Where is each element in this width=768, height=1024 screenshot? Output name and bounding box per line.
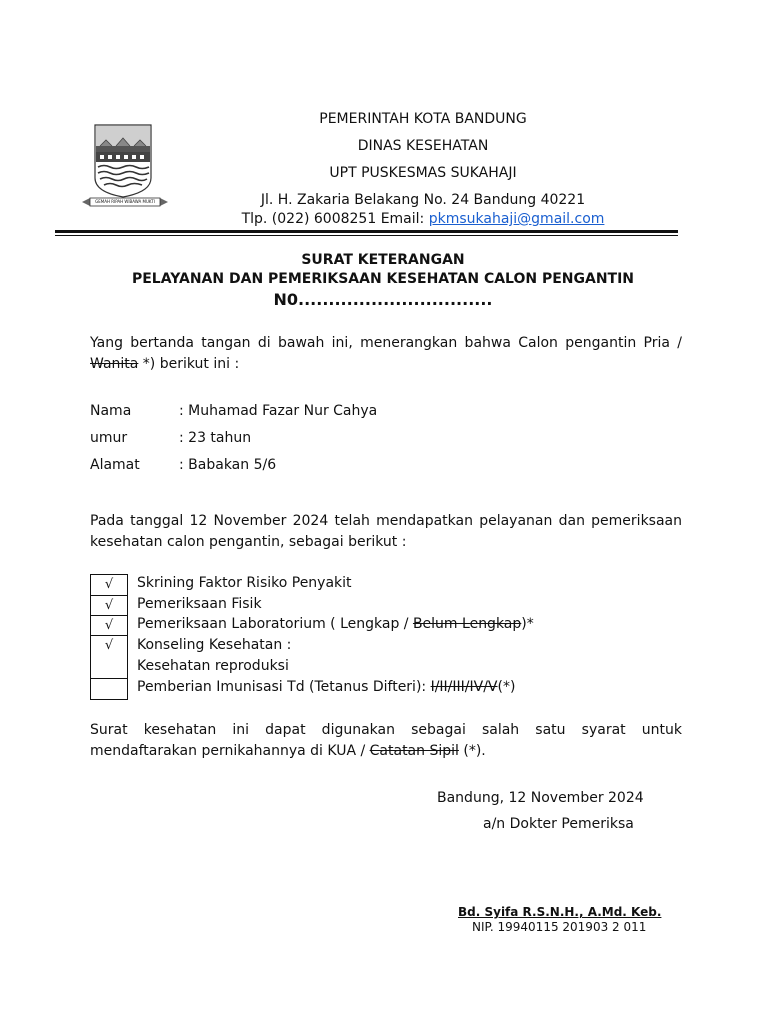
checkbox-counseling[interactable]: √ (90, 635, 128, 679)
closing-text: Surat kesehatan ini dapat digunakan sebagai salah satu syarat untuk mendaftarakan pernikahannya di KUA / (90, 722, 682, 759)
closing-struck: Catatan Sipil (369, 743, 459, 759)
item-immunization-end: (*) (497, 679, 516, 695)
service-paragraph: Pada tanggal 12 November 2024 telah mendapatkan pelayanan dan pemeriksaan kesehatan calon pengantin, sebagai berikut : (90, 513, 682, 550)
closing-paragraph (90, 720, 682, 762)
checkbox-physical[interactable]: √ (90, 595, 128, 616)
checkbox-lab[interactable]: √ (90, 615, 128, 636)
intro-text: Yang bertanda tangan di bawah ini, menerangkan bahwa Calon pengantin Pria / (90, 335, 682, 351)
header-rule-thick (55, 230, 678, 233)
document-title: SURAT KETERANGAN (301, 252, 465, 268)
item-lab-text: Pemeriksaan Laboratorium ( Lengkap / (137, 616, 413, 632)
header-address: Jl. H. Zakaria Belakang No. 24 Bandung 40221 (260, 192, 586, 208)
item-immunization (137, 679, 515, 695)
item-counseling: Konseling Kesehatan : (137, 637, 292, 653)
signatory-nip: NIP. 19940115 201903 2 011 (472, 920, 647, 934)
item-screening: Skrining Faktor Risiko Penyakit (137, 575, 352, 591)
intro-paragraph (90, 333, 682, 375)
closing-text-end: (*). (458, 743, 486, 759)
field-value: : Babakan 5/6 (179, 457, 277, 473)
header-clinic: UPT PUSKESMAS SUKAHAJI (329, 165, 517, 181)
field-value: : 23 tahun (179, 430, 252, 446)
email-link[interactable]: pkmsukahaji@gmail.com (428, 211, 605, 227)
intro-text-end: *) berikut ini : (138, 356, 240, 372)
contact-phone: Tlp. (022) 6008251 Email: (241, 211, 429, 227)
checkbox-immunization[interactable] (90, 678, 128, 700)
field-value: : Muhamad Fazar Nur Cahya (179, 403, 378, 419)
field-label: Alamat (90, 457, 140, 473)
item-physical: Pemeriksaan Fisik (137, 596, 262, 612)
signature-place-date: Bandung, 12 November 2024 (437, 790, 644, 806)
header-agency: DINAS KESEHATAN (357, 138, 489, 154)
item-lab (137, 616, 534, 632)
field-label: umur (90, 430, 128, 446)
item-lab-struck: Belum Lengkap (412, 616, 522, 632)
logo-caption: GEMAH RIPAH WIBAWA MUKTI (95, 199, 155, 204)
header-rule-thin (55, 235, 678, 236)
document-number: N0................................ (273, 290, 493, 309)
signatory-name: Bd. Syifa R.S.N.H., A.Md. Keb. (458, 905, 662, 919)
document-subtitle: PELAYANAN DAN PEMERIKSAAN KESEHATAN CALON PENGANTIN (131, 271, 635, 287)
header-contact (140, 211, 706, 227)
intro-struck: Wanita (90, 356, 139, 372)
header-government: PEMERINTAH KOTA BANDUNG (319, 111, 527, 127)
signature-on-behalf: a/n Dokter Pemeriksa (483, 816, 634, 832)
checkbox-screening[interactable]: √ (90, 574, 128, 596)
field-label: Nama (90, 403, 132, 419)
item-lab-end: )* (521, 616, 534, 632)
item-counseling-topic: Kesehatan reproduksi (137, 658, 289, 674)
item-immunization-text: Pemberian Imunisasi Td (Tetanus Difteri): (137, 679, 431, 695)
item-immunization-struck: I/II/III/IV/V (430, 679, 498, 695)
